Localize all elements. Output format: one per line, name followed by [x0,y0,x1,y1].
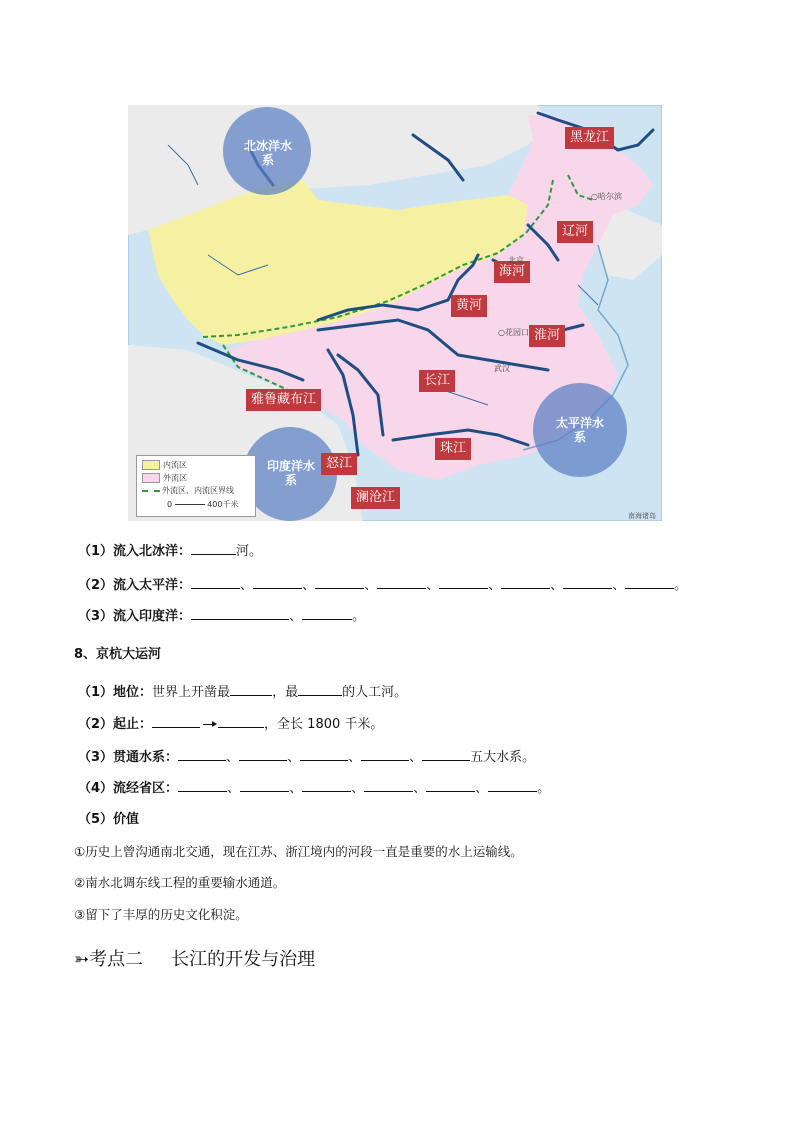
arctic-circle-label: 北冰洋水 系 [243,139,292,167]
place-wuhan: 武汉 [494,364,510,373]
blank[interactable] [240,779,289,792]
legend-inland: 内流区 [142,460,187,470]
q7-line-3: （3）流入印度洋： 、 。 [78,609,366,624]
label-zhujiang: 珠江 [435,438,471,460]
legend-swatch-outflow [142,473,160,483]
pacific-circle-label: 太平洋水 系 [555,416,604,444]
q8-line-5: （5）价值 [78,812,140,827]
legend-swatch-inland [142,460,160,470]
blank[interactable] [563,576,612,589]
q8-value-3: ③留下了丰厚的历史文化积淀。 [74,907,248,922]
place-harbin: ○哈尔滨 [591,192,622,201]
legend-swatch-boundary [142,490,160,492]
blank[interactable] [377,576,426,589]
blank[interactable] [298,683,342,696]
scale-bar [175,504,205,505]
blank[interactable] [422,748,470,761]
label-lancang: 澜沧江 [351,487,400,509]
blank[interactable] [426,779,475,792]
blank[interactable] [178,748,226,761]
q7-line-1: （1）流入北冰洋： 河。 [78,544,263,559]
label-liaohe: 辽河 [557,221,593,243]
section-title: 长江的开发与治理 [171,949,316,970]
blank[interactable] [239,748,287,761]
blank[interactable] [625,576,674,589]
blank[interactable] [302,779,351,792]
q8-line-4: （4）流经省区： 、 、 、 、 、 。 [78,781,551,796]
blank[interactable] [300,748,348,761]
blank[interactable] [315,576,364,589]
blank[interactable] [302,607,352,620]
q8-value-1: ①历史上曾沟通南北交通，现在江苏、浙江境内的河段一直是重要的水上运输线。 [74,844,523,859]
label-nujiang: 怒江 [321,453,357,475]
legend-boundary: 外流区、内流区界线 [142,486,234,496]
legend-scale: 0 400千米 [167,500,239,509]
blank[interactable] [488,779,537,792]
blank[interactable] [178,779,227,792]
place-nanhai-inset: 南海诸岛 [628,512,656,520]
blank[interactable] [230,683,272,696]
label-heilongjiang: 黑龙江 [565,127,614,149]
label-yarlung: 雅鲁藏布江 [246,389,321,411]
q8-line-2: （2）起止： ，全长 1800 千米。 [78,717,384,732]
blank[interactable] [152,715,200,728]
indian-circle-label: 印度洋水 系 [266,459,315,487]
place-huayuankou: ○花园口 [498,328,529,337]
map-legend [136,455,256,517]
label-huanghe: 黄河 [451,295,487,317]
blank[interactable] [364,779,413,792]
section-heading [74,945,315,971]
q8-value-2: ②南水北调东线工程的重要输水通道。 [74,875,286,890]
label-changjiang: 长江 [419,370,455,392]
blank[interactable] [501,576,550,589]
q8-line-1: （1）地位：世界上开凿最 ，最 的人工河。 [78,685,408,700]
blank[interactable] [191,607,289,620]
blank[interactable] [253,576,302,589]
blank[interactable] [439,576,488,589]
label-haihe: 海河 [494,261,530,283]
blank[interactable] [218,715,264,728]
place-beijing: 北京 [508,256,524,265]
q8-heading: 8、京杭大运河 [74,647,162,662]
blank[interactable] [191,576,240,589]
section-marker: ➳考点二 [74,949,144,970]
label-huaihe: 淮河 [529,325,565,347]
arrow-icon [203,724,215,725]
legend-outflow: 外流区 [142,473,187,483]
q8-line-3: （3）贯通水系： 、 、 、 、 五大水系。 [78,750,536,765]
blank[interactable] [191,542,236,555]
blank[interactable] [361,748,409,761]
q7-line-2: （2）流入太平洋： 、 、 、 、 、 、 、 。 [78,578,688,593]
